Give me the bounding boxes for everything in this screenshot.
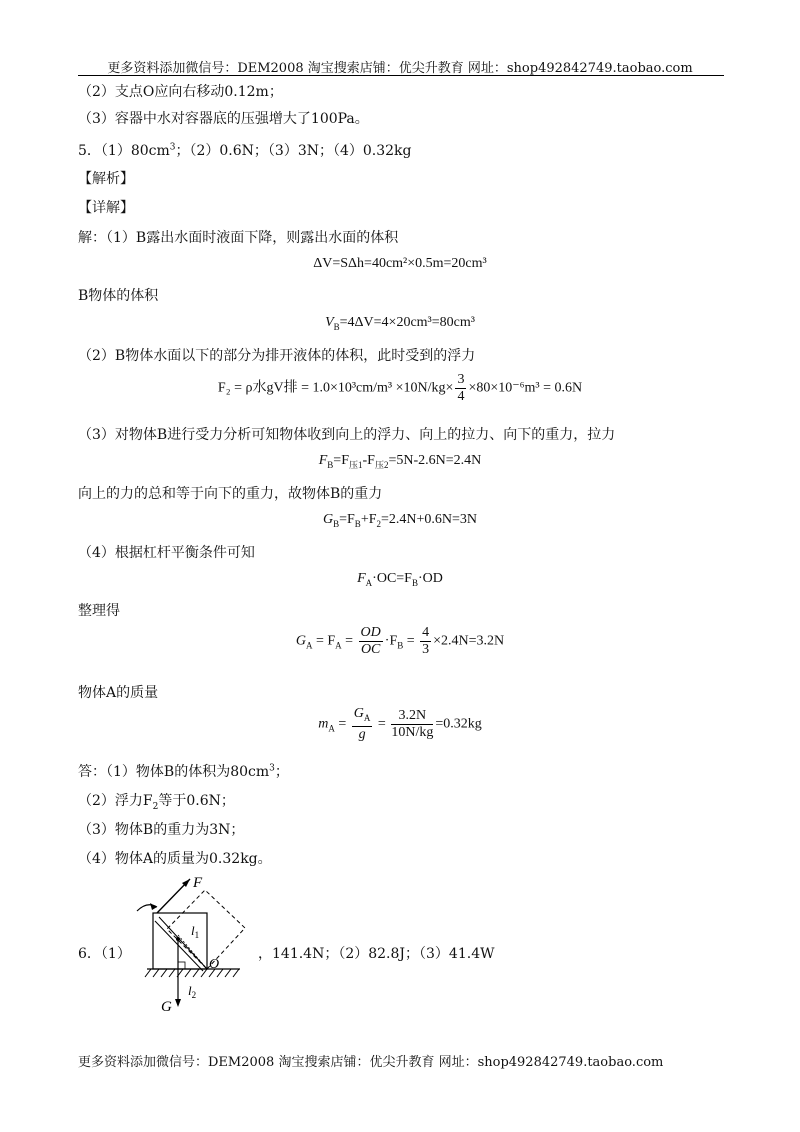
lever-diagram: [125, 873, 255, 1013]
line-6: 解：（1）B露出水面时液面下降，则露出水面的体积: [78, 230, 399, 246]
line-20: 物体A的质量: [78, 685, 159, 701]
line-1: （2）支点O应向右移动0.12m；: [78, 84, 283, 100]
equation-4: $F_B=F_{压1}-F_{压2}=5N-2.6N=2.4N$: [318, 453, 482, 470]
header-rule: [78, 75, 724, 76]
equation-7: $G_A = F_A$ = $\frac{OD}{OC}$ $\cdot F_B$ = $\frac{4}{3}$ ×2.4N=3.2N: [295, 625, 505, 657]
answer-4: （4）物体A的质量为0.32kg。: [78, 851, 272, 867]
equation-6: $F_A\cdot OC=F_B\cdot OD$: [357, 571, 443, 588]
arm-l1-label: $l_1$: [191, 923, 200, 940]
line-2: （3）容器中水对容器底的压强增大了100Pa。: [78, 111, 369, 127]
q6-answers: ，141.4N；（2）82.8J；（3）41.4W: [258, 946, 495, 962]
equation-5: $G_B=F_B+F_2=2.4N+0.6N=3N$: [322, 512, 478, 529]
q6-label: 6．（1）: [78, 946, 131, 962]
line-18: 整理得: [78, 603, 120, 619]
equation-8: $m_A$ = $\frac{G_A}{g}$ = $\frac{3.2N}{10N/kg}$ =0.32kg: [318, 706, 482, 742]
gravity-G-label: G: [161, 999, 172, 1013]
answer-2: （2）浮力$F_2$等于0.6N；: [78, 793, 235, 812]
detail-heading: 【详解】: [78, 200, 134, 216]
equation-1: ΔV=SΔh=40cm²×0.5m=20cm³: [313, 256, 487, 271]
arm-l2-label: $l_2$: [188, 983, 197, 1000]
line-3: 5．$(1)80cm^3$；（2）0.6N；（3）3N；（4）0.32kg: [78, 142, 412, 159]
line-12: （3）对物体B进行受力分析可知物体收到向上的浮力、向上的拉力、向下的重力，拉力: [78, 427, 616, 443]
force-F-label: F: [193, 875, 203, 891]
page-footer: 更多资料添加微信号：DEM2008 淘宝搜索店铺：优尖升教育 网址：shop492842749.taobao.com: [78, 1055, 664, 1070]
equation-3: F₂ = ρ水gV排 = 1.0×10³cm/m³ ×10N/kg× $\frac{3}{4}$ ×80×10⁻⁶m³ = 0.6N: [217, 372, 583, 404]
line-8: B物体的体积: [78, 288, 159, 304]
page-header: 更多资料添加微信号：DEM2008 淘宝搜索店铺：优尖升教育 网址：shop492842749.taobao.com: [107, 61, 693, 76]
line-16: （4）根据杠杆平衡条件可知: [78, 545, 255, 561]
line-14: 向上的力的总和等于向下的重力，故物体B的重力: [78, 486, 383, 502]
analysis-heading: 【解析】: [78, 171, 134, 187]
equation-2: $V_B=4\Delta V=4\times 20cm^3=80cm^3$: [325, 315, 475, 332]
answer-3: （3）物体B的重力为3N；: [78, 822, 245, 838]
answer-1: 答：（1）物体B的体积为$80cm^3$；: [78, 763, 289, 780]
pivot-O-label: O: [209, 957, 220, 972]
line-10: （2）B物体水面以下的部分为排开液体的体积，此时受到的浮力: [78, 348, 476, 364]
